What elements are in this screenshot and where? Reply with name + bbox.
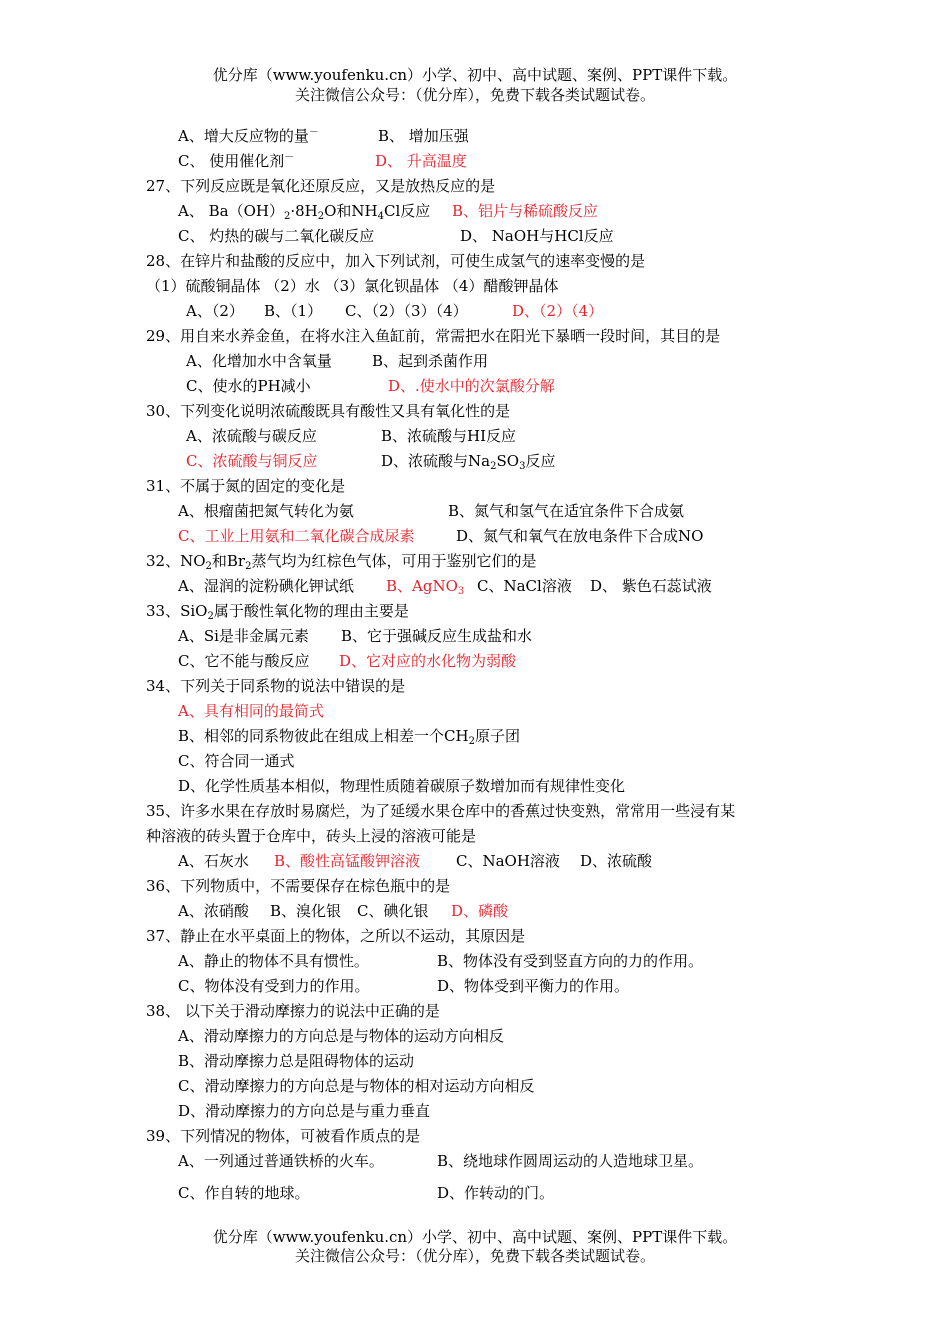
q26-option-c: C、 使用催化剂－ <box>178 152 295 170</box>
q27-option-b: B、铝片与稀硫酸反应 <box>452 202 599 220</box>
q35-stem-line-1: 35、许多水果在存放时易腐烂，为了延缓水果仓库中的香蕉过快变熟，常常用一些浸有某 <box>146 802 736 820</box>
q39-stem: 39、下列情况的物体，可被看作质点的是 <box>146 1127 421 1145</box>
q29-option-b: B、起到杀菌作用 <box>372 352 489 370</box>
q36-option-a: A、浓硝酸 <box>178 902 249 920</box>
q32-option-c: C、NaCl溶液 <box>477 577 572 595</box>
q35-option-a: A、石灰水 <box>178 852 249 870</box>
q36-option-b: B、溴化银 <box>270 902 342 920</box>
header-line-1: 优分库（www.youfenku.cn）小学、初中、高中试题、案例、PPT课件下载。 <box>212 66 738 84</box>
q31-option-c: C、工业上用氨和二氧化碳合成尿素 <box>178 527 415 545</box>
q29-stem: 29、用自来水养金鱼，在将水注入鱼缸前，常需把水在阳光下暴晒一段时间，其目的是 <box>146 327 721 345</box>
q34-option-a: A、具有相同的最简式 <box>178 702 324 720</box>
q37-option-a: A、静止的物体不具有惯性。 <box>178 952 369 970</box>
q34-option-c: C、符合同一通式 <box>178 752 295 770</box>
q34-option-b: B、相邻的同系物彼此在组成上相差一个$CH_2$原子团 <box>178 727 520 747</box>
q28-items: （1）硫酸铜晶体 （2）水 （3）氯化钡晶体 （4）醋酸钾晶体 <box>146 277 559 295</box>
q36-stem: 36、下列物质中，不需要保存在棕色瓶中的是 <box>146 877 451 895</box>
q39-option-a: A、一列通过普通铁桥的火车。 <box>178 1152 384 1170</box>
q37-option-b: B、物体没有受到竖直方向的力的作用。 <box>437 952 704 970</box>
q28-stem: 28、在锌片和盐酸的反应中，加入下列试剂，可使生成氢气的速率变慢的是 <box>146 252 646 270</box>
q26-option-b: B、 增加压强 <box>378 127 469 145</box>
q39-option-d: D、作转动的门。 <box>437 1184 555 1202</box>
footer-line-1: 优分库（www.youfenku.cn）小学、初中、高中试题、案例、PPT课件下载。 <box>212 1228 738 1246</box>
q28-option-b: B、（1） <box>264 302 323 320</box>
q33-option-d: D、它对应的水化物为弱酸 <box>339 652 517 670</box>
q30-stem: 30、下列变化说明浓硫酸既具有酸性又具有氧化性的是 <box>146 402 511 420</box>
q37-option-c: C、物体没有受到力的作用。 <box>178 977 370 995</box>
q38-option-d: D、滑动摩擦力的方向总是与重力垂直 <box>178 1102 431 1120</box>
q39-option-c: C、作自转的地球。 <box>178 1184 310 1202</box>
q29-option-c: C、使水的PH减小 <box>186 377 311 395</box>
q26-option-d: D、 升高温度 <box>375 152 467 170</box>
q27-option-d: D、 NaOH与HCl反应 <box>460 227 614 245</box>
q29-option-a: A、化增加水中含氧量 <box>186 352 332 370</box>
q38-option-b: B、滑动摩擦力总是阻碍物体的运动 <box>178 1052 415 1070</box>
q30-option-d: D、浓硫酸与$Na_2SO_3$反应 <box>381 452 556 472</box>
q27-option-a: A、 $Ba(OH)_2\cdot 8H_2O$和$NH_4Cl$反应 <box>178 202 431 222</box>
q34-option-d: D、化学性质基本相似，物理性质随着碳原子数增加而有规律性变化 <box>178 777 626 795</box>
q32-option-a: A、湿润的淀粉碘化钾试纸 <box>178 577 354 595</box>
q36-option-c: C、碘化银 <box>357 902 429 920</box>
q32-stem: 32、$NO_2$和$Br_2$蒸气均为红棕色气体，可用于鉴别它们的是 <box>146 552 537 572</box>
q31-stem: 31、不属于氮的固定的变化是 <box>146 477 346 495</box>
q31-option-d: D、氮气和氧气在放电条件下合成NO <box>456 527 704 545</box>
q33-stem: 33、SiO$_2$属于酸性氧化物的理由主要是 <box>146 602 409 622</box>
q31-option-b: B、氮气和氢气在适宜条件下合成氨 <box>448 502 685 520</box>
q32-option-b: B、AgNO$_3$ <box>386 577 465 597</box>
q33-option-b: B、它于强碱反应生成盐和水 <box>341 627 533 645</box>
q31-option-a: A、根瘤菌把氮气转化为氨 <box>178 502 354 520</box>
q27-stem: 27、下列反应既是氧化还原反应，又是放热反应的是 <box>146 177 496 195</box>
q30-option-a: A、浓硫酸与碳反应 <box>186 427 317 445</box>
header-line-2: 关注微信公众号：（优分库），免费下载各类试题试卷。 <box>294 86 655 104</box>
q35-option-c: C、NaOH溶液 <box>456 852 560 870</box>
q38-stem: 38、 以下关于滑动摩擦力的说法中正确的是 <box>146 1002 440 1020</box>
q35-stem-line-2: 种溶液的砖头置于仓库中，砖头上浸的溶液可能是 <box>146 827 477 845</box>
q38-option-a: A、滑动摩擦力的方向总是与物体的运动方向相反 <box>178 1027 504 1045</box>
q38-option-c: C、滑动摩擦力的方向总是与物体的相对运动方向相反 <box>178 1077 535 1095</box>
q28-option-d: D、（2）（4） <box>512 302 604 320</box>
q36-option-d: D、磷酸 <box>451 902 509 920</box>
q35-option-b: B、酸性高锰酸钾溶液 <box>274 852 421 870</box>
q33-option-a: A、Si是非金属元素 <box>178 627 309 645</box>
q28-option-a: A、（2） <box>186 302 244 320</box>
q34-stem: 34、下列关于同系物的说法中错误的是 <box>146 677 406 695</box>
q39-option-b: B、绕地球作圆周运动的人造地球卫星。 <box>437 1152 704 1170</box>
q29-option-d: D、.使水中的次氯酸分解 <box>388 377 555 395</box>
q37-stem: 37、静止在水平桌面上的物体，之所以不运动，其原因是 <box>146 927 526 945</box>
q35-option-d: D、浓硫酸 <box>580 852 653 870</box>
q26-option-a: A、增大反应物的量－ <box>178 127 319 145</box>
q28-option-c: C、（2）（3）（4） <box>345 302 468 320</box>
q27-option-c: C、 灼热的碳与二氧化碳反应 <box>178 227 375 245</box>
q37-option-d: D、物体受到平衡力的作用。 <box>437 977 630 995</box>
q32-option-d: D、 紫色石蕊试液 <box>590 577 712 595</box>
footer-line-2: 关注微信公众号：（优分库），免费下载各类试题试卷。 <box>294 1247 655 1265</box>
q30-option-c: C、浓硫酸与铜反应 <box>186 452 318 470</box>
q30-option-b: B、浓硫酸与HI反应 <box>381 427 517 445</box>
q33-option-c: C、它不能与酸反应 <box>178 652 310 670</box>
